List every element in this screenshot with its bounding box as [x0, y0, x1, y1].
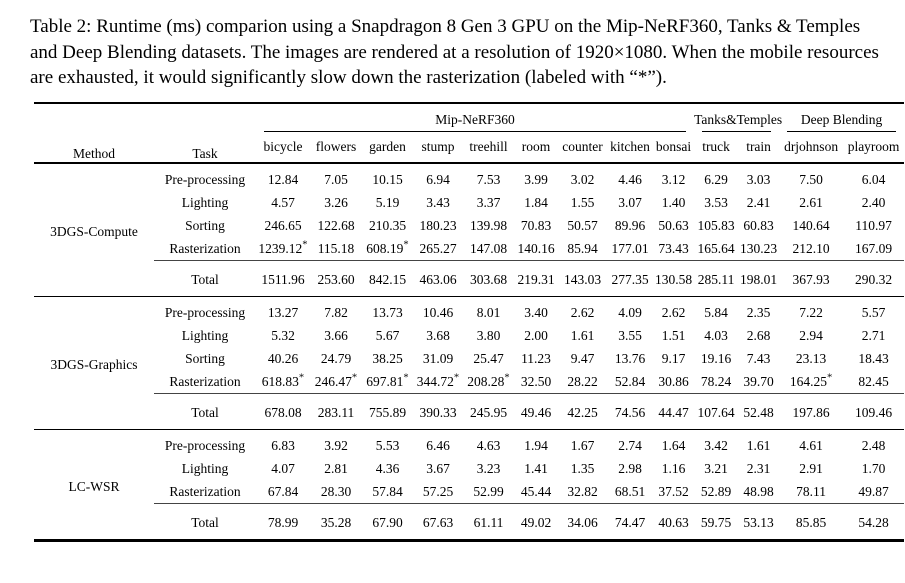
task-row [34, 324, 904, 347]
runtime-value: 7.82 [324, 304, 348, 320]
runtime-value: 7.50 [799, 171, 823, 187]
runtime-value: 32.50 [520, 373, 552, 389]
slow-rasterization-marker: * [351, 372, 358, 383]
runtime-value: 2.48 [861, 437, 886, 453]
runtime-value: 165.64 [697, 240, 735, 256]
task-row [34, 429, 904, 457]
method-column-header: Method [73, 145, 115, 161]
total-row [34, 509, 904, 541]
runtime-value: 3.03 [746, 171, 771, 187]
method-name: LC-WSR [68, 478, 120, 494]
runtime-value: 7.53 [476, 171, 501, 187]
total-value: 44.47 [658, 404, 689, 420]
total-value: 253.60 [317, 271, 355, 287]
runtime-value: 23.13 [795, 350, 827, 366]
runtime-value: 28.22 [567, 373, 598, 389]
slow-rasterization-marker: * [826, 372, 833, 383]
caption-text: Runtime (ms) comparion using a Snapdragon 8 Gen 3 GPU on the Mip-NeRF360, Tanks & Temples and Deep Blending datasets. The images are rendered at a resolution of 1920×1080. When the mobile resources are exhausted, it would significantly slow down the rasterization (labeled with “*”). [30, 16, 879, 88]
task-name: Rasterization [169, 483, 241, 499]
runtime-value: 2.40 [861, 194, 886, 210]
total-value: 842.15 [368, 271, 407, 287]
runtime-value: 3.21 [704, 460, 728, 476]
runtime-value: 5.32 [271, 327, 295, 343]
total-value: 198.01 [740, 271, 778, 287]
runtime-value: 2.71 [861, 327, 886, 343]
slow-rasterization-marker: * [504, 372, 510, 383]
task-name: Rasterization [169, 240, 241, 256]
runtime-value: 4.09 [618, 304, 642, 320]
runtime-value: 1.41 [524, 460, 548, 476]
scene-column-header: train [746, 138, 771, 154]
runtime-value: 52.89 [700, 483, 732, 499]
total-value: 143.03 [563, 271, 602, 287]
runtime-value: 3.67 [426, 460, 450, 476]
method-name: 3DGS-Compute [50, 224, 138, 239]
runtime-value: 3.80 [476, 327, 501, 343]
runtime-value: 4.61 [799, 437, 823, 453]
scene-column-header: room [521, 138, 551, 154]
runtime-value: 73.43 [658, 240, 689, 256]
runtime-value: 4.57 [271, 194, 295, 210]
total-value: 755.89 [368, 404, 407, 420]
total-row [34, 266, 904, 297]
runtime-value: 3.68 [426, 327, 450, 343]
runtime-value: 139.98 [469, 217, 508, 233]
total-value: 34.06 [567, 514, 598, 530]
total-value: 54.28 [858, 514, 889, 530]
runtime-value: 5.84 [704, 304, 728, 320]
runtime-value: 13.27 [267, 304, 299, 320]
runtime-value: 50.57 [567, 217, 598, 233]
task-name: Pre-processing [164, 304, 246, 320]
runtime-value: 2.41 [746, 194, 771, 210]
runtime-value: 4.46 [618, 171, 642, 187]
total-value: 290.32 [855, 271, 893, 287]
task-row [34, 480, 904, 504]
runtime-value: 140.16 [517, 240, 555, 256]
runtime-value: 167.09 [855, 240, 893, 256]
total-value: 67.63 [422, 514, 454, 530]
runtime-value: 5.67 [375, 327, 400, 343]
total-value: 85.85 [795, 514, 827, 530]
runtime-value: 38.25 [372, 350, 403, 366]
runtime-value: 147.08 [469, 240, 508, 256]
slow-rasterization-marker: * [403, 372, 409, 383]
method-block [34, 296, 904, 429]
dataset-group-header [694, 103, 783, 132]
runtime-value: 32.82 [567, 483, 598, 499]
runtime-value: 78.24 [700, 373, 732, 389]
total-value: 285.11 [697, 271, 735, 287]
runtime-value: 1.35 [570, 460, 595, 476]
runtime-value: 3.07 [618, 194, 642, 210]
scene-column-header: playroom [847, 138, 900, 154]
runtime-value: 60.83 [743, 217, 774, 233]
runtime-value: 3.23 [476, 460, 501, 476]
total-value: 78.99 [267, 514, 299, 530]
runtime-value: 2.81 [324, 460, 348, 476]
task-name: Lighting [181, 460, 229, 476]
total-value: 109.46 [855, 404, 893, 420]
runtime-value: 10.15 [372, 171, 403, 187]
runtime-value: 2.62 [661, 304, 686, 320]
runtime-value: 30.86 [658, 373, 689, 389]
total-value: 1511.96 [261, 271, 305, 287]
runtime-value: 1.94 [524, 437, 548, 453]
runtime-value: 3.55 [618, 327, 642, 343]
task-row [34, 296, 904, 324]
runtime-value: 6.46 [426, 437, 450, 453]
runtime-value: 82.45 [858, 373, 889, 389]
runtime-value: 110.97 [855, 217, 892, 233]
total-value: 61.11 [473, 514, 504, 530]
runtime-value: 5.19 [375, 194, 400, 210]
header-group-row [34, 103, 904, 132]
runtime-value: 2.31 [746, 460, 771, 476]
runtime-value: 25.47 [473, 350, 504, 366]
runtime-value: 3.92 [324, 437, 348, 453]
task-name: Pre-processing [164, 437, 246, 453]
slow-rasterization-marker: * [298, 372, 305, 383]
runtime-value: 122.68 [317, 217, 355, 233]
total-value: 49.02 [520, 514, 552, 530]
runtime-value: 8.01 [476, 304, 501, 320]
scene-column-header: flowers [315, 138, 357, 154]
runtime-value: 6.94 [426, 171, 450, 187]
task-name: Sorting [185, 217, 225, 233]
runtime-value: 28.30 [320, 483, 352, 499]
total-value: 107.64 [697, 404, 735, 420]
task-row [34, 163, 904, 191]
runtime-value: 67.84 [267, 483, 299, 499]
runtime-value: 7.05 [324, 171, 348, 187]
scene-column-header: bonsai [655, 138, 692, 154]
runtime-value: 7.43 [746, 350, 771, 366]
runtime-value: 2.62 [570, 304, 595, 320]
scene-column-header: drjohnson [784, 138, 839, 154]
runtime-value: 2.35 [746, 304, 771, 320]
runtime-value: 50.63 [658, 217, 689, 233]
total-label: Total [191, 271, 219, 287]
runtime-value: 7.22 [799, 304, 823, 320]
total-value: 74.47 [614, 514, 646, 530]
scene-column-header: bicycle [263, 138, 303, 154]
task-name: Pre-processing [164, 171, 246, 187]
task-row [34, 457, 904, 480]
runtime-value: 9.17 [661, 350, 686, 366]
scene-column-header: garden [369, 138, 406, 154]
runtime-value: 3.02 [570, 171, 595, 187]
total-value: 67.90 [372, 514, 403, 530]
runtime-value: 246.65 [264, 217, 302, 233]
runtime-value: 52.84 [614, 373, 646, 389]
method-name: 3DGS-Graphics [50, 357, 138, 372]
slow-rasterization-marker: * [302, 239, 308, 250]
method-block [34, 163, 904, 297]
runtime-value: 1.70 [861, 460, 886, 476]
runtime-value: 45.44 [520, 483, 552, 499]
runtime-value: 78.11 [796, 483, 826, 499]
runtime-value: 697.81* [366, 372, 409, 389]
runtime-value: 212.10 [792, 240, 830, 256]
total-value: 130.58 [654, 271, 693, 287]
runtime-value: 3.26 [324, 194, 348, 210]
total-value: 59.75 [700, 514, 732, 530]
total-value: 42.25 [567, 404, 598, 420]
task-row [34, 214, 904, 237]
task-row [34, 191, 904, 214]
runtime-value: 11.23 [521, 350, 551, 366]
runtime-value: 344.72* [416, 372, 460, 389]
dataset-group-label: Deep Blending [800, 111, 883, 127]
runtime-value: 246.47* [314, 372, 358, 389]
runtime-value: 89.96 [614, 217, 646, 233]
task-row [34, 370, 904, 394]
runtime-value: 140.64 [792, 217, 830, 233]
runtime-value: 2.74 [618, 437, 642, 453]
total-value: 367.93 [792, 271, 830, 287]
scene-column-header: truck [702, 138, 730, 154]
dataset-group-label: Tanks&Temples [694, 111, 783, 127]
runtime-value: 164.25* [789, 372, 833, 389]
runtime-value: 3.99 [524, 171, 548, 187]
runtime-value: 1.61 [746, 437, 771, 453]
runtime-value: 208.28* [467, 372, 510, 389]
runtime-value: 3.37 [476, 194, 501, 210]
runtime-value: 39.70 [743, 373, 774, 389]
caption-label: Table 2: [30, 16, 92, 37]
task-name: Rasterization [169, 373, 241, 389]
total-value: 463.06 [419, 271, 457, 287]
runtime-value: 2.68 [746, 327, 771, 343]
runtime-value: 70.83 [520, 217, 552, 233]
runtime-value: 1239.12* [258, 239, 308, 256]
runtime-value: 49.87 [858, 483, 889, 499]
runtime-value: 4.03 [704, 327, 728, 343]
runtime-value: 2.61 [799, 194, 823, 210]
task-name: Lighting [181, 194, 229, 210]
runtime-value: 1.51 [661, 327, 686, 343]
runtime-value: 40.26 [267, 350, 299, 366]
scene-column-header: counter [562, 138, 603, 154]
runtime-value: 1.61 [570, 327, 595, 343]
task-row [34, 237, 904, 261]
total-value: 303.68 [469, 271, 508, 287]
runtime-value: 3.12 [661, 171, 686, 187]
runtime-table [34, 102, 904, 542]
table-header [34, 103, 904, 163]
runtime-value: 608.19* [366, 239, 409, 256]
total-value: 52.48 [743, 404, 774, 420]
runtime-value: 1.55 [570, 194, 595, 210]
runtime-value: 31.09 [422, 350, 454, 366]
runtime-value: 115.18 [317, 240, 355, 256]
total-label: Total [191, 404, 219, 420]
total-value: 283.11 [317, 404, 355, 420]
total-row [34, 399, 904, 430]
task-name: Lighting [181, 327, 229, 343]
runtime-value: 85.94 [567, 240, 598, 256]
runtime-value: 4.36 [375, 460, 400, 476]
runtime-value: 57.25 [422, 483, 454, 499]
runtime-value: 2.91 [799, 460, 823, 476]
task-name: Sorting [185, 350, 225, 366]
total-label: Total [191, 514, 219, 530]
runtime-value: 1.16 [661, 460, 686, 476]
runtime-value: 13.73 [372, 304, 403, 320]
total-value: 40.63 [658, 514, 689, 530]
runtime-value: 37.52 [658, 483, 689, 499]
runtime-value: 57.84 [372, 483, 403, 499]
runtime-value: 618.83* [261, 372, 305, 389]
runtime-value: 12.84 [267, 171, 299, 187]
scene-column-header: kitchen [610, 138, 650, 154]
runtime-value: 6.04 [861, 171, 886, 187]
runtime-value: 18.43 [858, 350, 889, 366]
runtime-value: 5.53 [375, 437, 400, 453]
runtime-value: 1.67 [570, 437, 595, 453]
slow-rasterization-marker: * [453, 372, 460, 383]
runtime-value: 24.79 [320, 350, 352, 366]
total-value: 53.13 [743, 514, 774, 530]
runtime-value: 177.01 [611, 240, 649, 256]
runtime-value: 6.83 [271, 437, 295, 453]
total-value: 678.08 [264, 404, 302, 420]
runtime-value: 3.53 [704, 194, 728, 210]
task-row [34, 347, 904, 370]
runtime-value: 68.51 [614, 483, 646, 499]
runtime-value: 2.94 [799, 327, 823, 343]
runtime-value: 3.42 [704, 437, 728, 453]
runtime-value: 52.99 [473, 483, 504, 499]
total-value: 197.86 [792, 404, 830, 420]
task-column-header: Task [192, 145, 218, 161]
runtime-value: 10.46 [422, 304, 454, 320]
dataset-group-header [256, 103, 694, 132]
runtime-value: 4.63 [476, 437, 501, 453]
runtime-value: 105.83 [697, 217, 735, 233]
total-value: 390.33 [419, 404, 457, 420]
runtime-value: 265.27 [419, 240, 457, 256]
method-block [34, 429, 904, 540]
scene-column-header: treehill [469, 138, 508, 154]
runtime-value: 9.47 [570, 350, 595, 366]
slow-rasterization-marker: * [403, 239, 409, 250]
table-caption [30, 14, 888, 91]
dataset-group-label: Mip-NeRF360 [435, 111, 515, 127]
runtime-value: 130.23 [740, 240, 778, 256]
runtime-value: 5.57 [861, 304, 886, 320]
runtime-value: 4.07 [271, 460, 295, 476]
total-value: 219.31 [517, 271, 555, 287]
runtime-value: 3.66 [324, 327, 348, 343]
runtime-value: 2.00 [524, 327, 548, 343]
runtime-value: 1.40 [661, 194, 686, 210]
total-value: 35.28 [320, 514, 352, 530]
scene-column-header: stump [421, 138, 455, 154]
total-value: 245.95 [469, 404, 508, 420]
total-value: 277.35 [611, 271, 649, 287]
total-value: 74.56 [614, 404, 646, 420]
runtime-value: 6.29 [704, 171, 728, 187]
runtime-value: 48.98 [743, 483, 774, 499]
runtime-value: 180.23 [419, 217, 457, 233]
runtime-value: 2.98 [618, 460, 642, 476]
runtime-value: 210.35 [368, 217, 407, 233]
runtime-value: 19.16 [700, 350, 732, 366]
dataset-group-header [779, 103, 904, 132]
total-value: 49.46 [520, 404, 552, 420]
runtime-value: 1.64 [661, 437, 686, 453]
runtime-value: 3.40 [524, 304, 548, 320]
runtime-value: 3.43 [426, 194, 450, 210]
runtime-value: 1.84 [524, 194, 548, 210]
runtime-value: 13.76 [614, 350, 646, 366]
